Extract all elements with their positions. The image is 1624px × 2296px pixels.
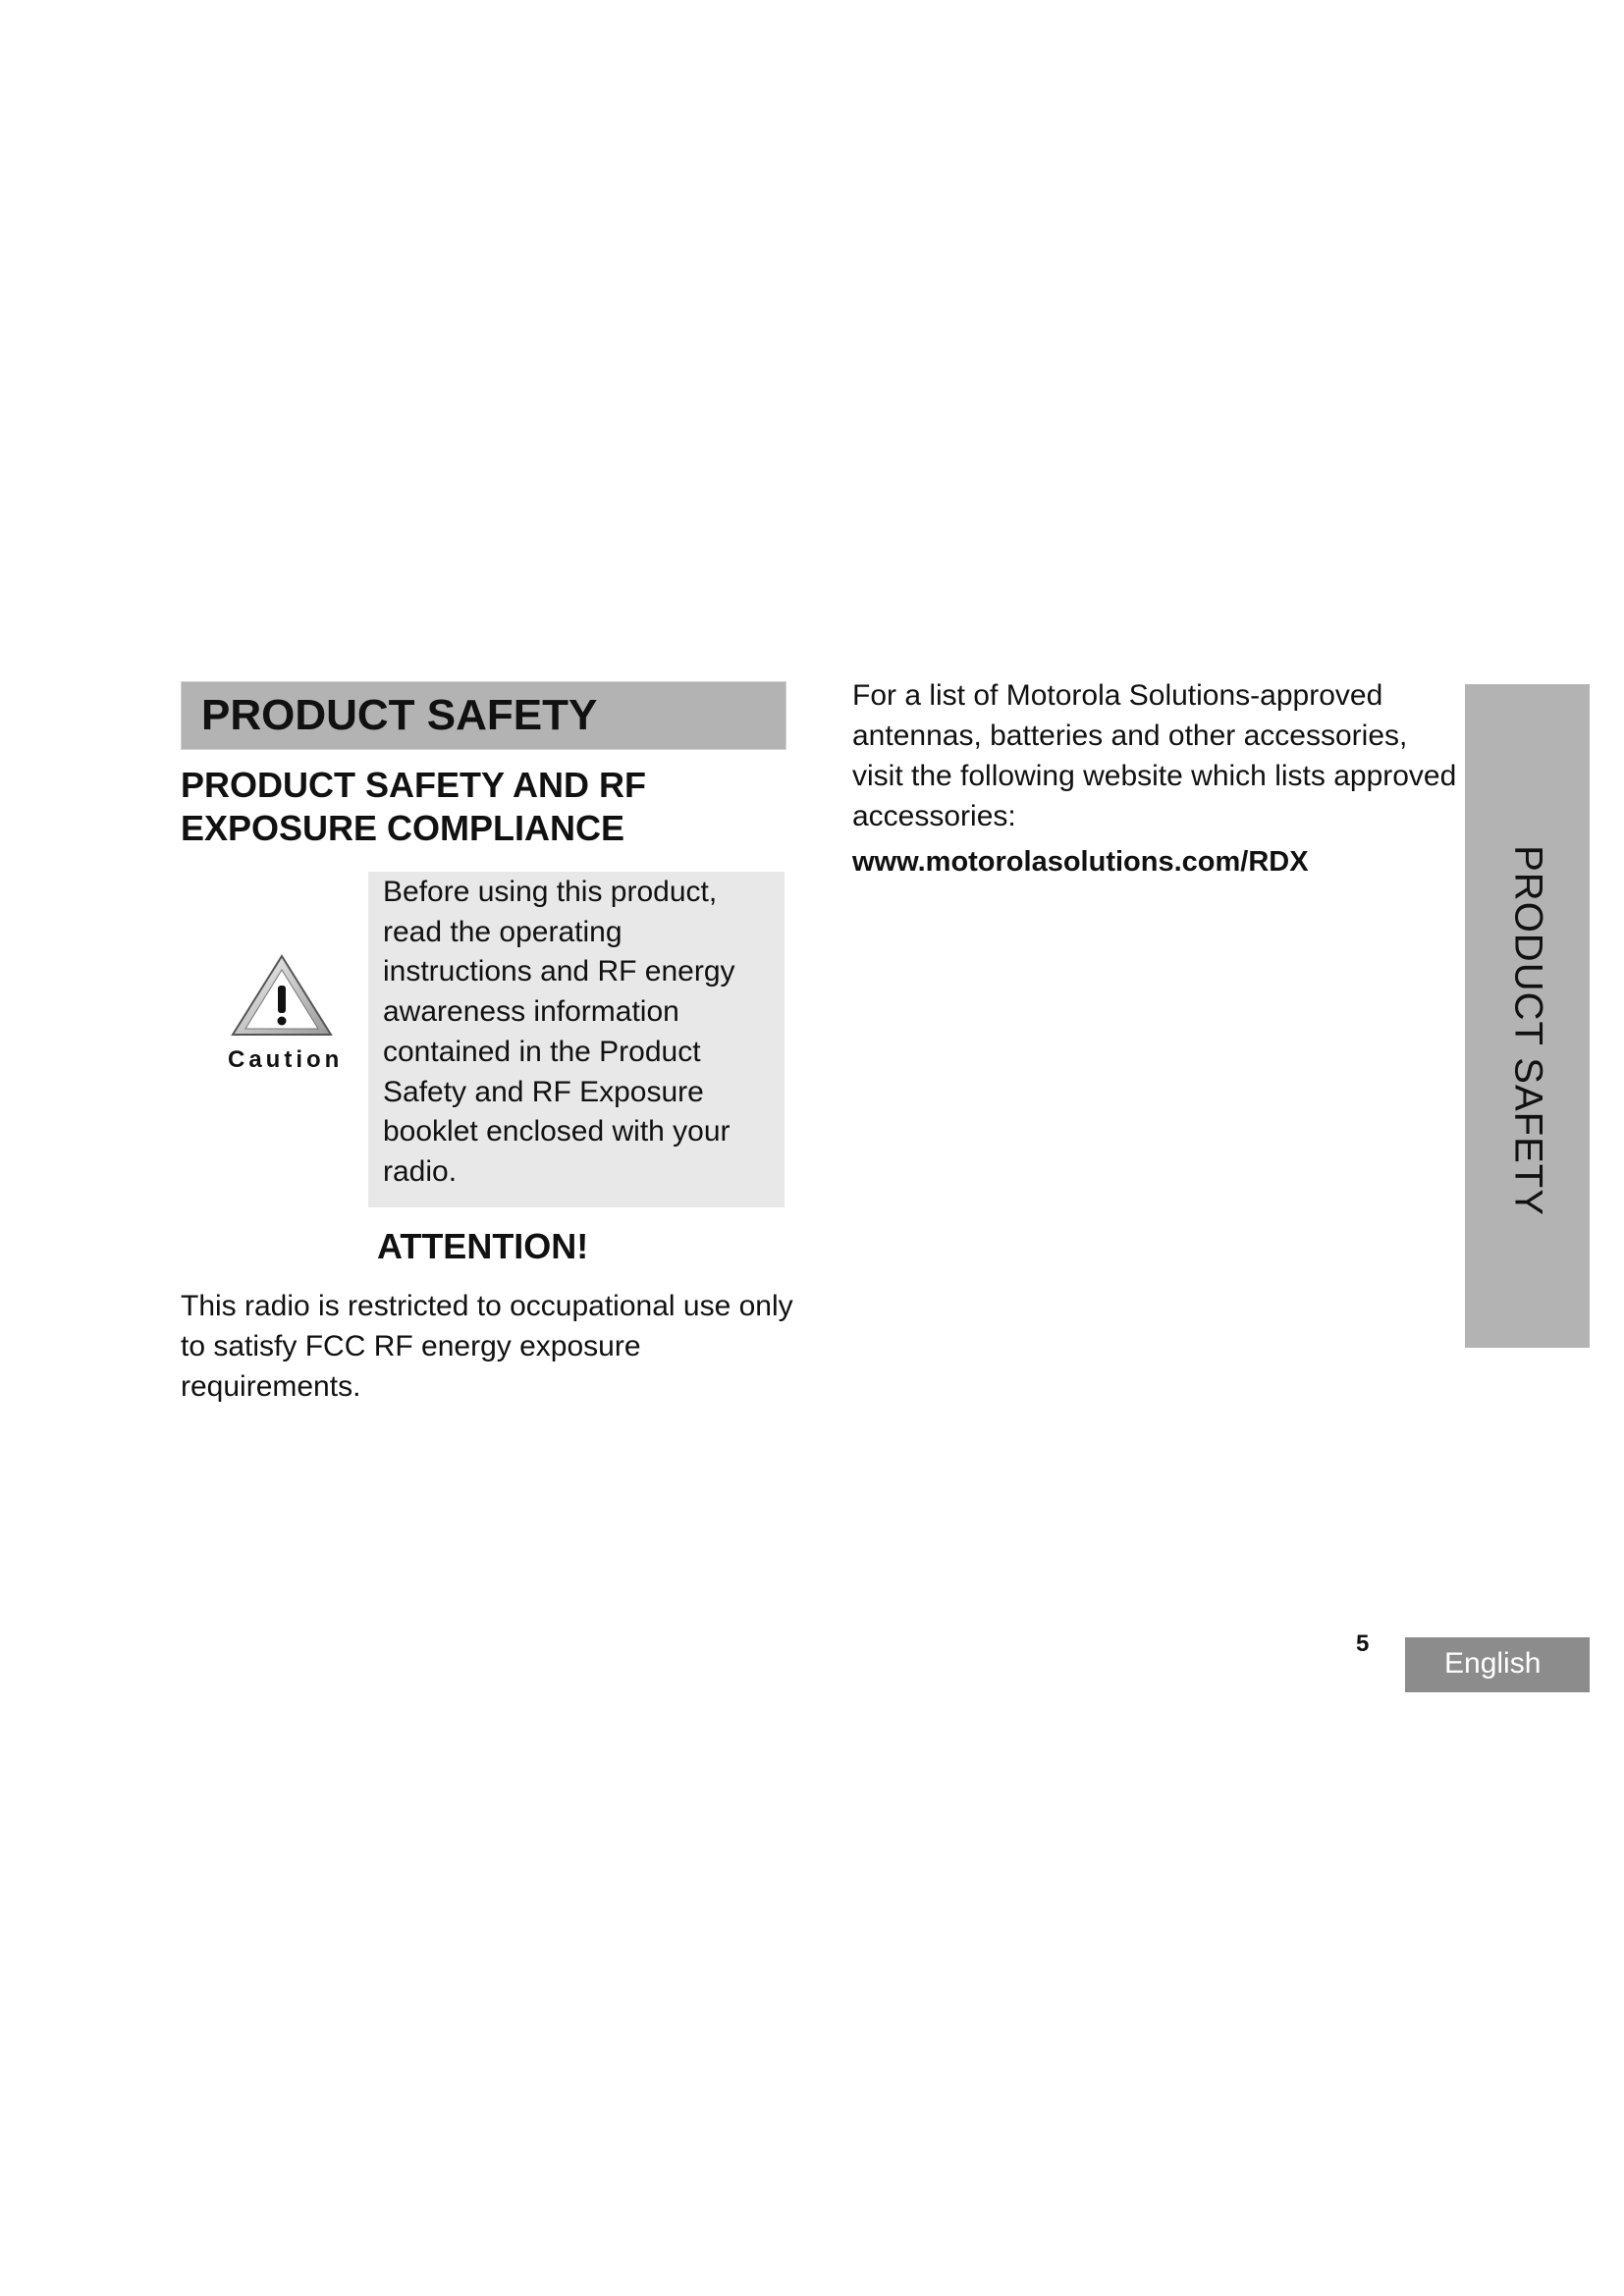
language-tab-label: English bbox=[1444, 1647, 1542, 1680]
caution-triangle-icon bbox=[230, 952, 334, 1039]
section-subheading bbox=[181, 764, 789, 850]
attention-heading: ATTENTION! bbox=[377, 1226, 589, 1266]
caution-note-text: Before using this product, read the operating instructions and RF energy awareness information contained in the Product Safety and RF Exposure booklet enclosed with your radio. bbox=[383, 876, 735, 1188]
attention-text: This radio is restricted to occupational use only to satisfy FCC RF energy exposure requirements. bbox=[181, 1290, 793, 1403]
section-banner-title: PRODUCT SAFETY bbox=[201, 691, 598, 739]
accessories-website-link[interactable]: www.motorolasolutions.com/RDX bbox=[852, 846, 1309, 878]
language-tab bbox=[1405, 1637, 1590, 1692]
side-section-tab-label: PRODUCT SAFETY bbox=[1506, 845, 1550, 1216]
accessories-paragraph: For a list of Motorola Solutions-approved antennas, batteries and other accessories, visit the following website which lists approved accessories: bbox=[852, 679, 1457, 832]
subheading-line-2: EXPOSURE COMPLIANCE bbox=[181, 808, 625, 848]
section-banner bbox=[181, 681, 786, 750]
caution-label: Caution bbox=[228, 1046, 344, 1073]
page-number: 5 bbox=[1356, 1630, 1370, 1657]
subheading-line-1: PRODUCT SAFETY AND RF bbox=[181, 765, 647, 805]
